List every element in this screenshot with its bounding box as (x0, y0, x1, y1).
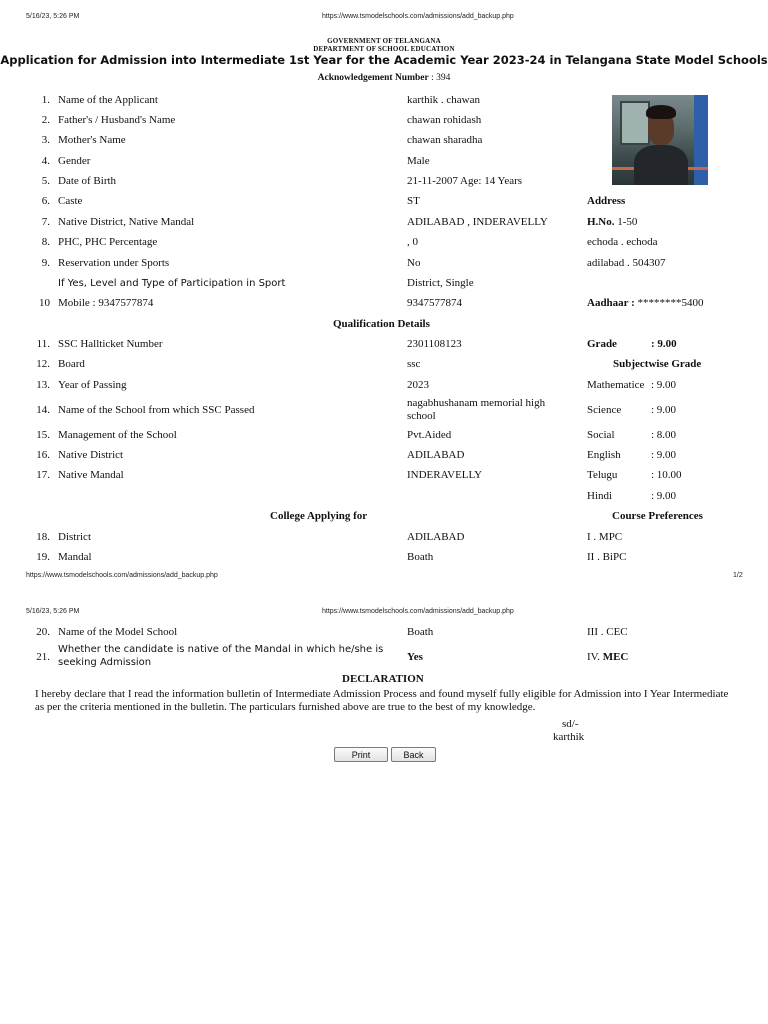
row-num: 1. (41, 94, 50, 106)
row-value: INDERAVELLY (407, 469, 483, 481)
row-value: Pvt.Aided (407, 429, 452, 441)
hno-value: 1-50 (617, 216, 638, 228)
row-num: 17. (36, 469, 50, 481)
row-num: 16. (36, 449, 50, 461)
row-label: Name of the Applicant (58, 94, 158, 106)
row-num: 10 (39, 297, 50, 309)
row-value: District, Single (407, 277, 474, 289)
subject-name: Social (587, 429, 615, 441)
row-value: No (407, 257, 421, 269)
grade-label: Grade (587, 338, 617, 350)
subjectwise-heading: Subjectwise Grade (613, 358, 702, 370)
row-label: Caste (58, 195, 83, 207)
ack-label: Acknowledgement Number (317, 73, 429, 83)
row-value: chawan rohidash (407, 114, 482, 126)
signature-sd: sd/- (562, 718, 579, 730)
subject-grade: : 9.00 (651, 490, 677, 502)
sport-participation-label: If Yes, Level and Type of Participation in Sport (58, 278, 286, 289)
row-num: 15. (36, 429, 50, 441)
row-num: 7. (41, 216, 50, 228)
row-num: 12. (36, 358, 50, 370)
row-label: Date of Birth (58, 175, 117, 187)
native-question-line-1: Whether the candidate is native of the Mandal in which he/she is (58, 644, 384, 655)
ack-number (0, 73, 768, 83)
print-datetime: 5/16/23, 5:26 PM (26, 608, 80, 615)
course-pref (587, 651, 628, 664)
row-label: Father's / Husband's Name (58, 114, 176, 126)
row-num: 21. (36, 651, 50, 663)
row-num: 9. (41, 257, 50, 269)
print-url: https://www.tsmodelschools.com/admissions/add_backup.php (322, 13, 514, 20)
row-value: ssc (407, 358, 421, 370)
row-num: 5. (41, 175, 50, 187)
row-num: 19. (36, 551, 50, 563)
address-hno (587, 216, 637, 229)
applicant-photo (612, 95, 708, 185)
footer-url: https://www.tsmodelschools.com/admissions/add_backup.php (26, 572, 218, 579)
row-label: Name of the Model School (58, 626, 178, 638)
subject-grade: : 10.00 (651, 469, 682, 481)
subject-name: Science (587, 404, 622, 416)
qualification-heading: Qualification Details (333, 318, 430, 330)
signature-name: karthik (553, 731, 585, 743)
row-num: 11. (36, 338, 50, 350)
row-label: Mother's Name (58, 134, 126, 146)
row-value: chawan sharadha (407, 134, 483, 146)
row-value: Boath (407, 626, 434, 638)
row-num: 20. (36, 626, 50, 638)
row-label: SSC Hallticket Number (58, 338, 163, 350)
row-label: PHC, PHC Percentage (58, 236, 158, 248)
aadhaar-label: Aadhaar : (587, 297, 635, 309)
declaration-heading: DECLARATION (342, 673, 424, 685)
declaration-text: I hereby declare that I read the information bulletin of Intermediate Admission Process and found myself fully eligible for Admission into I Year Intermediate as per the criteria mentioned in the bulletin. The particulars furnished above are true to the best of my knowledge. (35, 688, 729, 713)
native-answer: Yes (407, 651, 423, 663)
row-num: 2. (41, 114, 50, 126)
row-label: Year of Passing (58, 379, 127, 391)
dept-heading: DEPARTMENT OF SCHOOL EDUCATION (313, 45, 455, 53)
row-label: Mandal (58, 551, 92, 563)
college-heading: College Applying for (270, 510, 368, 522)
subject-name: Mathematice (587, 379, 645, 391)
pref-prefix: IV. (587, 651, 600, 663)
row-value: Male (407, 155, 430, 167)
row-value-line-1: nagabhushanam memorial high (407, 397, 546, 409)
row-value: Boath (407, 551, 434, 563)
row-label: Name of the School from which SSC Passed (58, 404, 255, 416)
row-value: ADILABAD , INDERAVELLY (407, 216, 548, 228)
row-num: 13. (36, 379, 50, 391)
row-value: , 0 (407, 236, 418, 248)
subject-grade: : 9.00 (651, 449, 677, 461)
ack-value: : 394 (431, 73, 451, 83)
row-label: Native Mandal (58, 469, 124, 481)
row-value: 2301108123 (407, 338, 462, 350)
row-label: Mobile : 9347577874 (58, 297, 154, 309)
row-value: 21-11-2007 Age: 14 Years (407, 175, 523, 187)
row-value: ST (407, 195, 420, 207)
grade-value: : 9.00 (651, 338, 677, 350)
subject-name: Telugu (587, 469, 618, 481)
row-num: 6. (41, 195, 50, 207)
hno-label: H.No. (587, 216, 615, 228)
row-value: karthik . chawan (407, 94, 480, 106)
row-num: 18. (36, 531, 50, 543)
address-line-1: echoda . echoda (587, 236, 658, 248)
row-value-line-2: school (407, 410, 436, 422)
row-num: 4. (41, 155, 50, 167)
subject-grade: : 9.00 (651, 379, 677, 391)
course-pref: I . MPC (587, 531, 623, 543)
subject-grade: : 9.00 (651, 404, 677, 416)
page-title: Application for Admission into Intermediate 1st Year for the Academic Year 2023-24 in Telangana State Model Schools (0, 53, 768, 67)
row-label: Board (58, 358, 85, 370)
row-label: Management of the School (58, 429, 177, 441)
row-value: ADILABAD (407, 531, 465, 543)
course-pref: II . BiPC (587, 551, 627, 563)
pref-course: MEC (602, 651, 629, 663)
aadhaar-value: ********5400 (637, 297, 704, 309)
row-label: District (58, 531, 91, 543)
row-label: Reservation under Sports (58, 257, 170, 269)
address-line-2: adilabad . 504307 (587, 257, 666, 269)
back-button[interactable]: Back (391, 747, 436, 762)
row-num: 8. (41, 236, 50, 248)
row-label: Native District (58, 449, 124, 461)
subject-name: Hindi (587, 490, 613, 502)
course-prefs-heading: Course Preferences (612, 510, 703, 522)
print-button[interactable]: Print (334, 747, 388, 762)
subject-name: English (587, 449, 621, 461)
row-label: Native District, Native Mandal (58, 216, 195, 228)
row-value: ADILABAD (407, 449, 465, 461)
gov-heading: GOVERNMENT OF TELANGANA (327, 37, 441, 45)
course-pref: III . CEC (587, 626, 628, 638)
address-heading: Address (587, 195, 626, 207)
print-datetime: 5/16/23, 5:26 PM (26, 13, 80, 20)
row-label: Gender (58, 155, 91, 167)
aadhaar (587, 297, 704, 310)
print-url: https://www.tsmodelschools.com/admissions/add_backup.php (322, 608, 514, 615)
subject-grade: : 8.00 (651, 429, 677, 441)
row-num: 14. (36, 404, 50, 416)
row-num: 3. (41, 134, 50, 146)
page-number: 1/2 (733, 572, 743, 579)
row-value: 9347577874 (407, 297, 462, 309)
native-question-line-2: seeking Admission (58, 657, 152, 668)
row-value: 2023 (407, 379, 429, 391)
